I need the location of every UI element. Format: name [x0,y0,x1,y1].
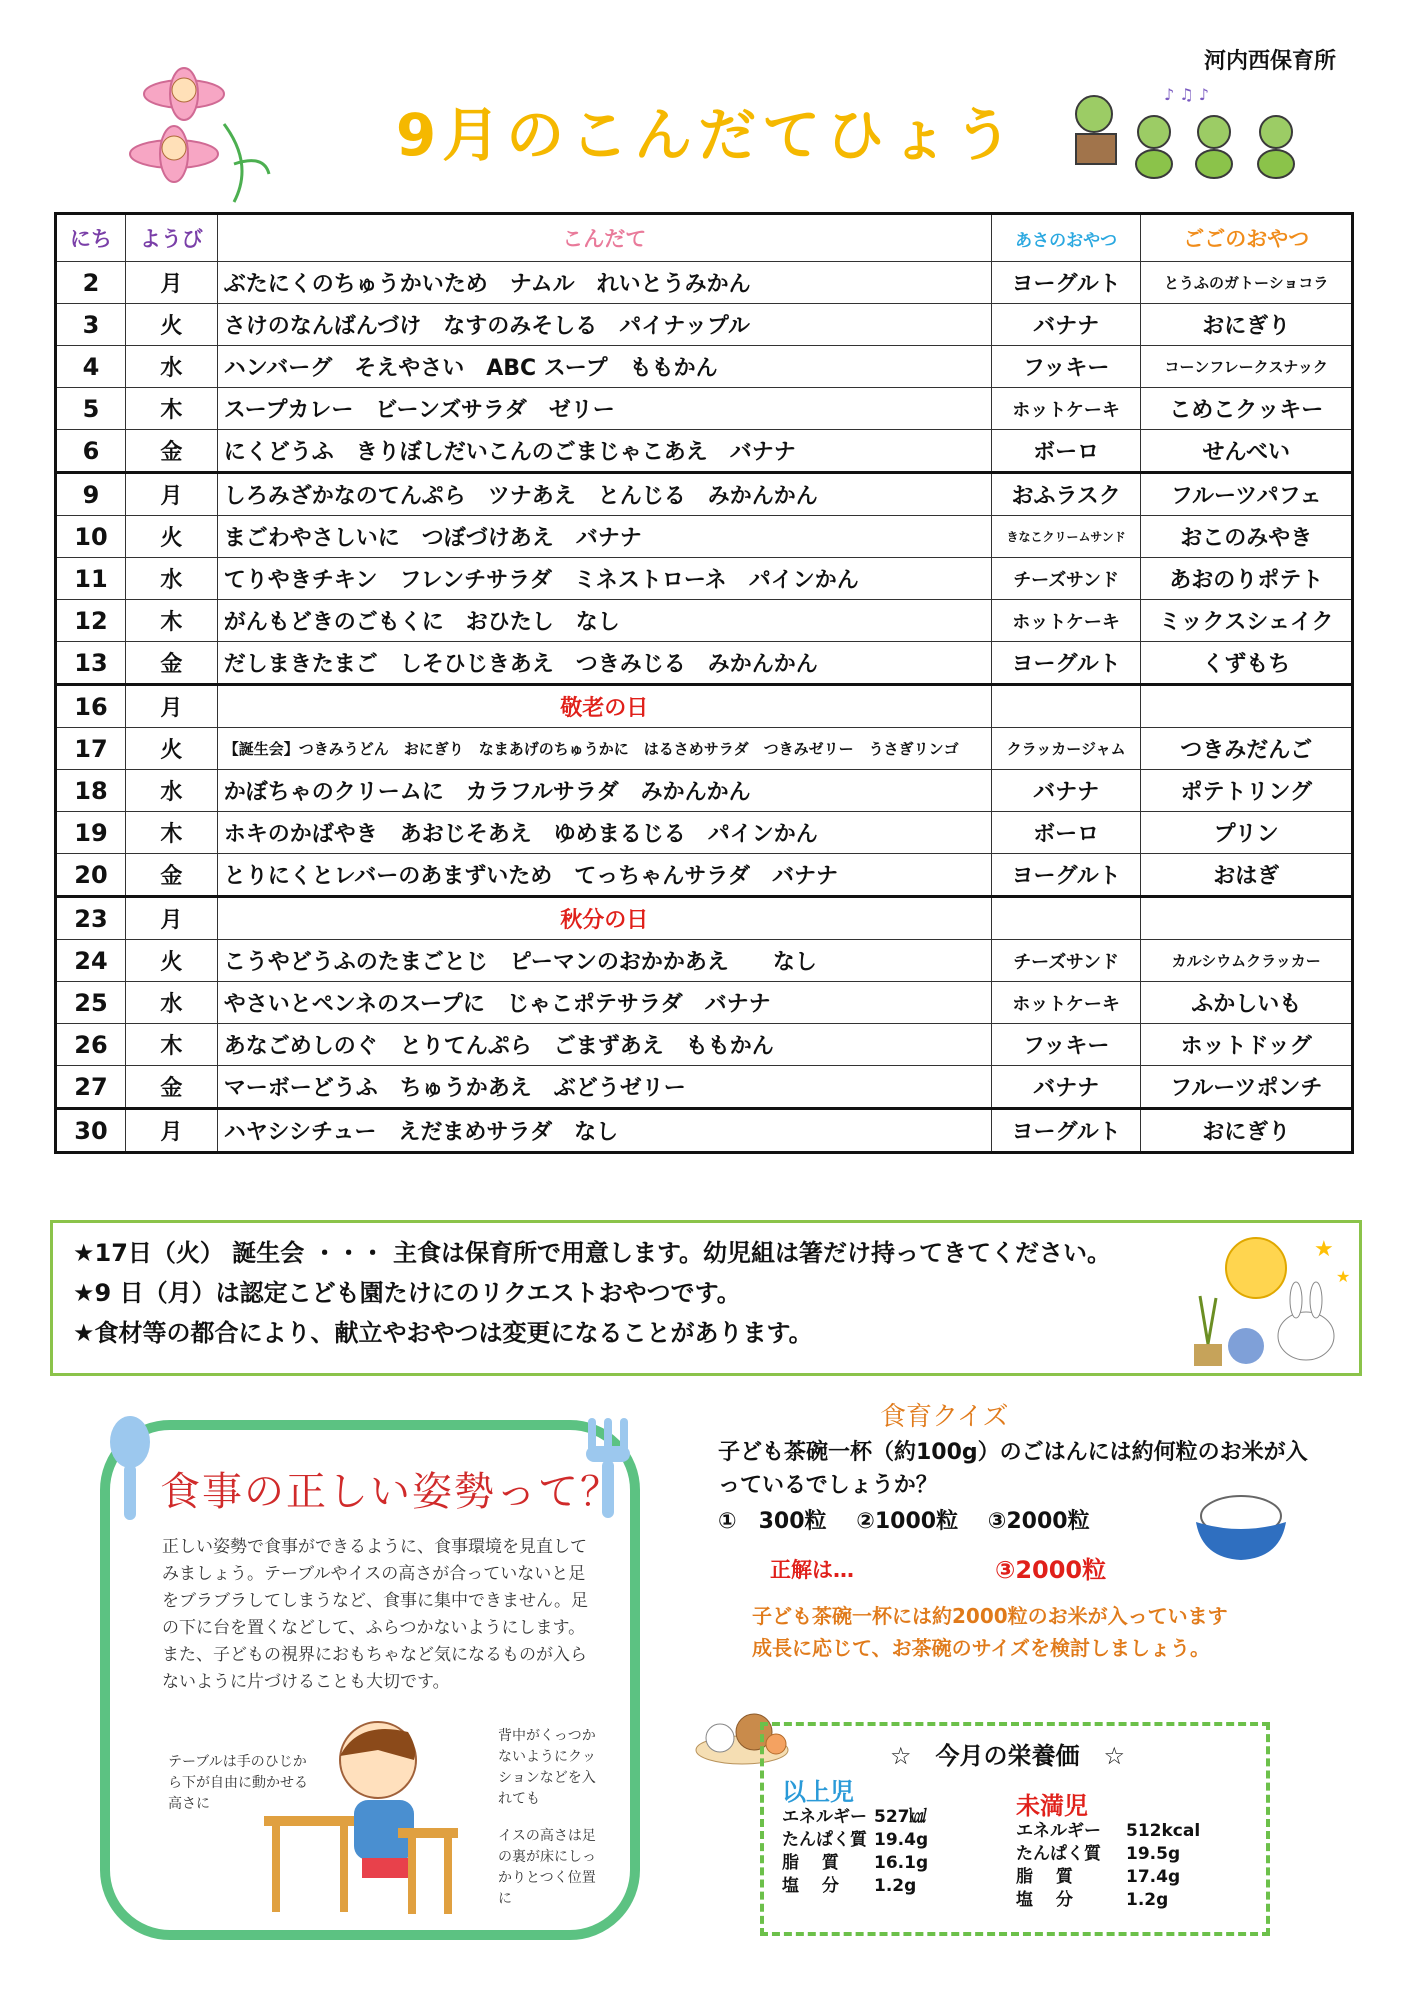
quiz-question: 子ども茶碗一杯（約100g）のごはんには約何粒のお米が入っているでしょうか？ [718,1440,1308,1498]
moon-rabbit-illustration [1186,1226,1356,1372]
am-snack-cell: バナナ [991,770,1141,812]
pm-snack-cell: フルーツパフェ [1141,473,1353,516]
am-snack-cell: チーズサンド [991,940,1141,982]
pm-snack-cell: くずもち [1141,642,1353,685]
nutrition-row [782,1852,928,1875]
school-name: 河内西保育所 [1203,49,1336,74]
note-chair-height: イスの高さは足の裏が床にしっかりとつく位置に [498,1828,596,1907]
table-row [56,1024,1353,1066]
older-nutrition-list [782,1806,928,1898]
am-snack-cell: クラッカージャム [991,728,1141,770]
day-cell: 4 [56,346,126,388]
am-snack-cell: ヨーグルト [991,1109,1141,1153]
am-snack-cell: チーズサンド [991,558,1141,600]
am-snack-cell: ホットケーキ [991,982,1141,1024]
day-cell: 2 [56,262,126,304]
weekday-cell: 金 [125,642,217,685]
nutrient-value: 1.2g [874,1876,917,1896]
day-cell: 26 [56,1024,126,1066]
younger-children-label: 未満児 [1016,1792,1088,1820]
weekday-cell: 火 [125,304,217,346]
day-cell: 19 [56,812,126,854]
nutrient-name: 脂 質 [782,1853,839,1873]
pm-snack-cell [1141,897,1353,940]
day-cell: 9 [56,473,126,516]
menu-cell: ホキのかばやき あおじそあえ ゆめまるじる パインかん [217,812,991,854]
child-eating-illustration [258,1720,490,1920]
nutrition-row [1016,1820,1200,1843]
table-row [56,897,1353,940]
am-snack-cell: ヨーグルト [991,642,1141,685]
nutrient-name: エネルギー [1016,1821,1101,1841]
pm-snack-cell: ミックスシェイク [1141,600,1353,642]
pm-snack-cell: とうふのガトーショコラ [1141,262,1353,304]
table-row [56,558,1353,600]
am-snack-cell: ボーロ [991,430,1141,473]
pm-snack-cell [1141,685,1353,728]
weekday-cell: 火 [125,516,217,558]
am-snack-cell: フッキー [991,346,1141,388]
am-snack-cell: ヨーグルト [991,854,1141,897]
day-cell: 24 [56,940,126,982]
svg-text:♪ ♫ ♪: ♪ ♫ ♪ [1164,85,1209,104]
day-cell: 3 [56,304,126,346]
am-snack-cell: バナナ [991,1066,1141,1109]
weekday-cell: 月 [125,262,217,304]
nutrient-value: 19.5g [1126,1844,1181,1864]
nutrition-row [782,1806,928,1829]
table-row [56,430,1353,473]
menu-cell: がんもどきのごもくに おひたし なし [217,600,991,642]
table-row [56,600,1353,642]
older-children-label: 以上児 [782,1778,854,1806]
explanation-line-1: 子ども茶碗一杯には約2000粒のお米が入っています [752,1604,1228,1628]
pm-snack-cell: あおのりポテト [1141,558,1353,600]
nutrient-value: 16.1g [874,1853,929,1873]
answer-explanation [752,1600,1228,1664]
table-row [56,1066,1353,1109]
rice-bowl-icon [1188,1492,1294,1564]
table-row [56,770,1353,812]
pm-snack-cell: ホットドッグ [1141,1024,1353,1066]
pm-snack-cell: おにぎり [1141,304,1353,346]
menu-cell: ハヤシシチュー えだまめサラダ なし [217,1109,991,1153]
am-snack-cell: きなこクリームサンド [991,516,1141,558]
nutrition-title: ☆ 今月の栄養価 ☆ [890,1742,1126,1770]
pm-snack-cell: つきみだんご [1141,728,1353,770]
weekday-cell: 金 [125,430,217,473]
am-snack-cell: フッキー [991,1024,1141,1066]
nutrition-row [1016,1889,1200,1912]
day-cell: 25 [56,982,126,1024]
nutrient-name: たんぱく質 [1016,1844,1101,1864]
pm-snack-cell: おこのみやき [1141,516,1353,558]
nutrient-name: たんぱく質 [782,1830,867,1850]
insect-band-illustration [1064,84,1330,184]
day-cell: 30 [56,1109,126,1153]
day-cell: 18 [56,770,126,812]
pm-snack-cell: こめこクッキー [1141,388,1353,430]
pm-snack-cell: おはぎ [1141,854,1353,897]
table-row [56,473,1353,516]
menu-cell: しろみざかなのてんぷら ツナあえ とんじる みかんかん [217,473,991,516]
table-row [56,940,1353,982]
weekday-cell: 水 [125,982,217,1024]
answer-label: 正解は… [770,1558,854,1582]
menu-cell: さけのなんばんづけ なすのみそしる パイナップル [217,304,991,346]
posture-body: 正しい姿勢で食事ができるように、食事環境を見直してみましょう。テーブルやイスの高さが合っていないと足をブラブラしてしまうなど、食事に集中できません。足の下に台を置くなどして、ふらつかないようにします。また、子どもの視界におもちゃなど気になるものが入らないように片づけることも大切です。 [162,1537,589,1692]
menu-cell: にくどうふ きりぼしだいこんのごまじゃこあえ バナナ [217,430,991,473]
header-morning-snack: あさのおやつ [991,214,1141,262]
am-snack-cell: バナナ [991,304,1141,346]
weekday-cell: 月 [125,685,217,728]
menu-cell: まごわやさしいに つぼづけあえ バナナ [217,516,991,558]
table-row [56,812,1353,854]
posture-title: 食事の正しい姿勢って？ [160,1469,622,1515]
menu-cell: やさいとペンネのスープに じゃこポテサラダ バナナ [217,982,991,1024]
nutrient-name: 塩 分 [782,1876,839,1896]
weekday-cell: 木 [125,388,217,430]
quiz-title: 食育クイズ [880,1402,1009,1432]
am-snack-cell: ボーロ [991,812,1141,854]
menu-cell: 【誕生会】つきみうどん おにぎり なまあげのちゅうかに はるさめサラダ つきみゼリー うさぎリンゴ [217,728,991,770]
table-row [56,685,1353,728]
nutrition-row [782,1829,928,1852]
weekday-cell: 月 [125,473,217,516]
weekday-cell: 水 [125,558,217,600]
menu-cell: とりにくとレバーのあまずいため てっちゃんサラダ バナナ [217,854,991,897]
header-afternoon-snack: ごごのおやつ [1141,214,1353,262]
nutrition-row [782,1875,928,1898]
am-snack-cell: ホットケーキ [991,600,1141,642]
table-header-row [56,214,1353,262]
am-snack-cell: ホットケーキ [991,388,1141,430]
table-row [56,516,1353,558]
quiz-options: ① 300粒 ②1000粒 ③2000粒 [718,1509,1090,1534]
pm-snack-cell: せんべい [1141,430,1353,473]
menu-cell: こうやどうふのたまごとじ ピーマンのおかかあえ なし [217,940,991,982]
menu-cell: だしまきたまご しそひじきあえ つきみじる みかんかん [217,642,991,685]
pm-snack-cell: ポテトリング [1141,770,1353,812]
table-row [56,262,1353,304]
nutrient-value: 527㎉ [874,1807,927,1827]
pm-snack-cell: プリン [1141,812,1353,854]
nutrient-name: 脂 質 [1016,1867,1073,1887]
explanation-line-2: 成長に応じて、お茶碗のサイズを検討しましょう。 [752,1636,1210,1660]
day-cell: 6 [56,430,126,473]
day-cell: 5 [56,388,126,430]
note-table-height: テーブルは手のひじから下が自由に動かせる高さに [168,1754,308,1812]
table-row [56,346,1353,388]
day-cell: 13 [56,642,126,685]
header-weekday: ようび [125,214,217,262]
weekday-cell: 木 [125,600,217,642]
weekday-cell: 火 [125,728,217,770]
nutrition-row [1016,1866,1200,1889]
weekday-cell: 木 [125,1024,217,1066]
notice-line: ★9 日（月）は認定こども園たけにのリクエストおやつです。 [73,1279,741,1307]
header-menu: こんだて [217,214,991,262]
day-cell: 23 [56,897,126,940]
menu-cell: あなごめしのぐ とりてんぷら ごまずあえ ももかん [217,1024,991,1066]
nutrient-name: エネルギー [782,1807,867,1827]
answer-value: ③2000粒 [995,1556,1107,1584]
pm-snack-cell: コーンフレークスナック [1141,346,1353,388]
menu-cell: てりやきチキン フレンチサラダ ミネストローネ パインかん [217,558,991,600]
weekday-cell: 火 [125,940,217,982]
pm-snack-cell: フルーツポンチ [1141,1066,1353,1109]
menu-cell: かぼちゃのクリームに カラフルサラダ みかんかん [217,770,991,812]
table-row [56,304,1353,346]
table-row [56,388,1353,430]
day-cell: 16 [56,685,126,728]
day-cell: 27 [56,1066,126,1109]
table-row [56,728,1353,770]
pm-snack-cell: おにぎり [1141,1109,1353,1153]
weekday-cell: 月 [125,897,217,940]
am-snack-cell: ヨーグルト [991,262,1141,304]
table-row [56,642,1353,685]
am-snack-cell [991,685,1141,728]
am-snack-cell: おふラスク [991,473,1141,516]
table-row [56,1109,1353,1153]
header-day: にち [56,214,126,262]
day-cell: 12 [56,600,126,642]
weekday-cell: 月 [125,1109,217,1153]
weekday-cell: 木 [125,812,217,854]
notice-line: ★食材等の都合により、献立やおやつは変更になることがあります。 [73,1319,813,1347]
menu-table [54,212,1354,1154]
day-cell: 11 [56,558,126,600]
page-title: 9月のこんだてひょう [395,101,1019,169]
younger-nutrition-list [1016,1820,1200,1912]
svg-text:★: ★ [1314,1237,1334,1262]
svg-text:★: ★ [1336,1267,1351,1286]
table-row [56,854,1353,897]
pm-snack-cell: ふかしいも [1141,982,1353,1024]
nutrient-value: 1.2g [1126,1890,1169,1910]
am-snack-cell [991,897,1141,940]
menu-cell: ぶたにくのちゅうかいため ナムル れいとうみかん [217,262,991,304]
holiday-cell: 敬老の日 [217,685,991,728]
nutrient-value: 512kcal [1126,1821,1201,1841]
menu-cell: マーボーどうふ ちゅうかあえ ぶどうゼリー [217,1066,991,1109]
weekday-cell: 金 [125,854,217,897]
menu-cell: スープカレー ビーンズサラダ ゼリー [217,388,991,430]
note-back-cushion: 背中がくっつかないようにクッションなどを入れても [498,1728,596,1807]
menu-cell: ハンバーグ そえやさい ABC スープ ももかん [217,346,991,388]
table-row [56,982,1353,1024]
pm-snack-cell: カルシウムクラッカー [1141,940,1353,982]
notice-line: ★17日（火） 誕生会 ・・・ 主食は保育所で用意します。幼児組は箸だけ持ってきてください。 [73,1239,1112,1267]
nutrient-value: 17.4g [1126,1867,1181,1887]
notice-box [50,1220,1362,1376]
nutrient-value: 19.4g [874,1830,929,1850]
day-cell: 10 [56,516,126,558]
day-cell: 20 [56,854,126,897]
weekday-cell: 水 [125,770,217,812]
holiday-cell: 秋分の日 [217,897,991,940]
nutrient-name: 塩 分 [1016,1890,1073,1910]
nutrition-row [1016,1843,1200,1866]
weekday-cell: 金 [125,1066,217,1109]
day-cell: 17 [56,728,126,770]
weekday-cell: 水 [125,346,217,388]
